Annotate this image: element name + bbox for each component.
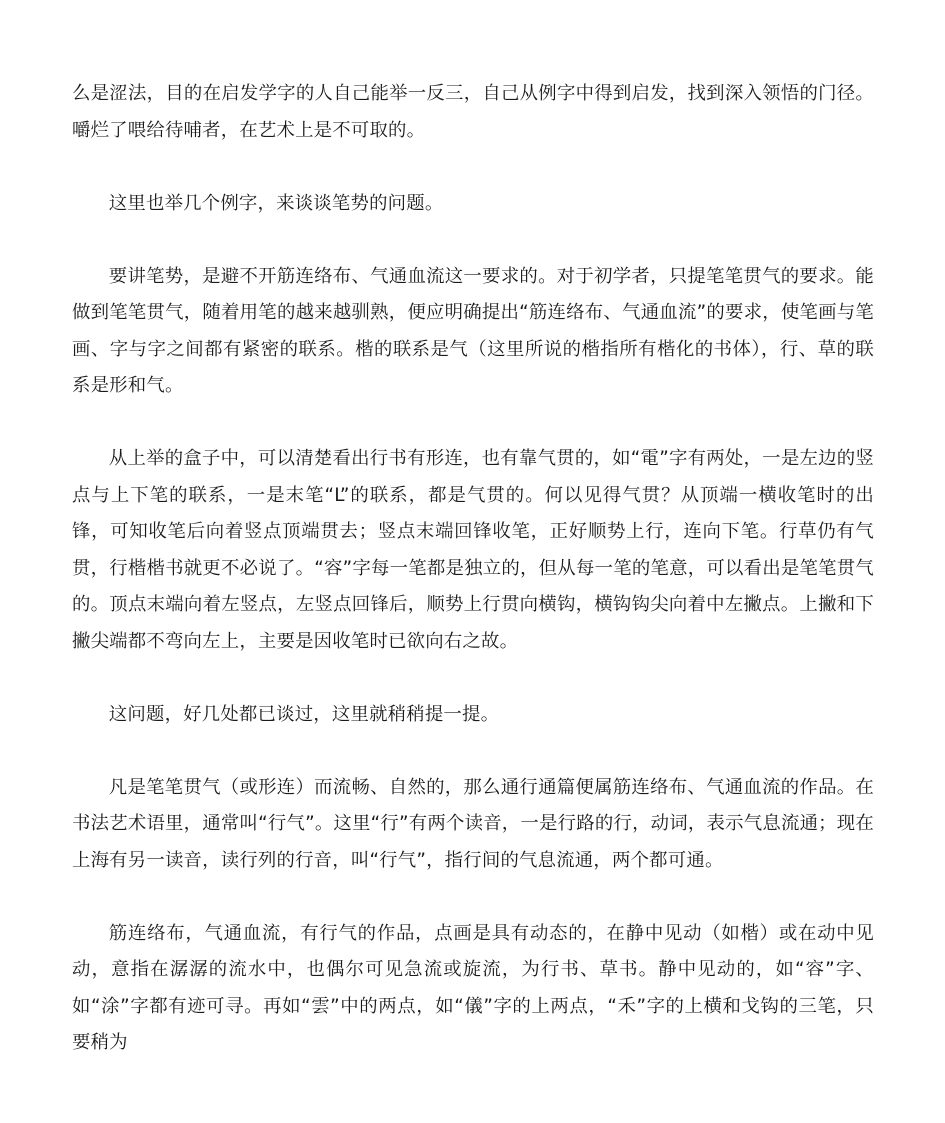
paragraph-3: 要讲笔势，是避不开筋连络布、气通血流这一要求的。对于初学者，只提笔笔贯气的要求。能做到笔笔贯气，随着用笔的越来越驯熟，便应明确提出“筋连络布、气通血流”的要求，使笔画与笔画、字与字之间都有紧密的联系。楷的联系是气（这里所说的楷指所有楷化的书体），行、草的联系是形和气。 bbox=[72, 265, 874, 396]
paragraph-4: 从上举的盒子中，可以清楚看出行书有形连，也有靠气贯的，如“電”字有两处，一是左边的竖点与上下笔的联系，一是末笔“L”的联系，都是气贯的。何以见得气贯？从顶端一横收笔时的出锋，可知收笔后向着竖点顶端贯去；竖点末端回锋收笔，正好顺势上行，连向下笔。行草仍有气贯，行楷楷书就更不必说了。“容”字每一笔都是独立的，但从每一笔的笔意，可以看出是笔笔贯气的。顶点末端向着左竖点，左竖点回锋后，顺势上行贯向横钩，横钩钩尖向着中左撇点。上撇和下撇尖端都不弯向左上，主要是因收笔时已欲向右之故。 bbox=[72, 448, 874, 652]
body-text bbox=[72, 76, 874, 1098]
paragraph-1: 么是涩法，目的在启发学字的人自己能举一反三，自己从例字中得到启发，找到深入领悟的门径。嚼烂了喂给待哺者，在艺术上是不可取的。 bbox=[72, 83, 874, 141]
paragraph-6: 凡是笔笔贯气（或形连）而流畅、自然的，那么通行通篇便属筋连络布、气通血流的作品。在书法艺术语里，通常叫“行气”。这里“行”有两个读音，一是行路的行，动词，表示气息流通；现在上海有另一读音，读行列的行音，叫“行气”，指行间的气息流通，两个都可通。 bbox=[72, 776, 874, 871]
paragraph-2: 这里也举几个例字，来谈谈笔势的问题。 bbox=[108, 192, 444, 214]
paragraph-5: 这问题，好几处都已谈过，这里就稍稍提一提。 bbox=[108, 703, 500, 725]
paragraph-7: 筋连络布，气通血流，有行气的作品，点画是具有动态的，在静中见动（如楷）或在动中见动，意指在潺潺的流水中，也偶尔可见急流或旋流，为行书、草书。静中见动的，如“容”字、如“涂”字都有迹可寻。再如“雲”中的两点，如“儀”字的上两点，“禾”字的上横和戈钩的三笔，只要稍为 bbox=[72, 922, 874, 1053]
